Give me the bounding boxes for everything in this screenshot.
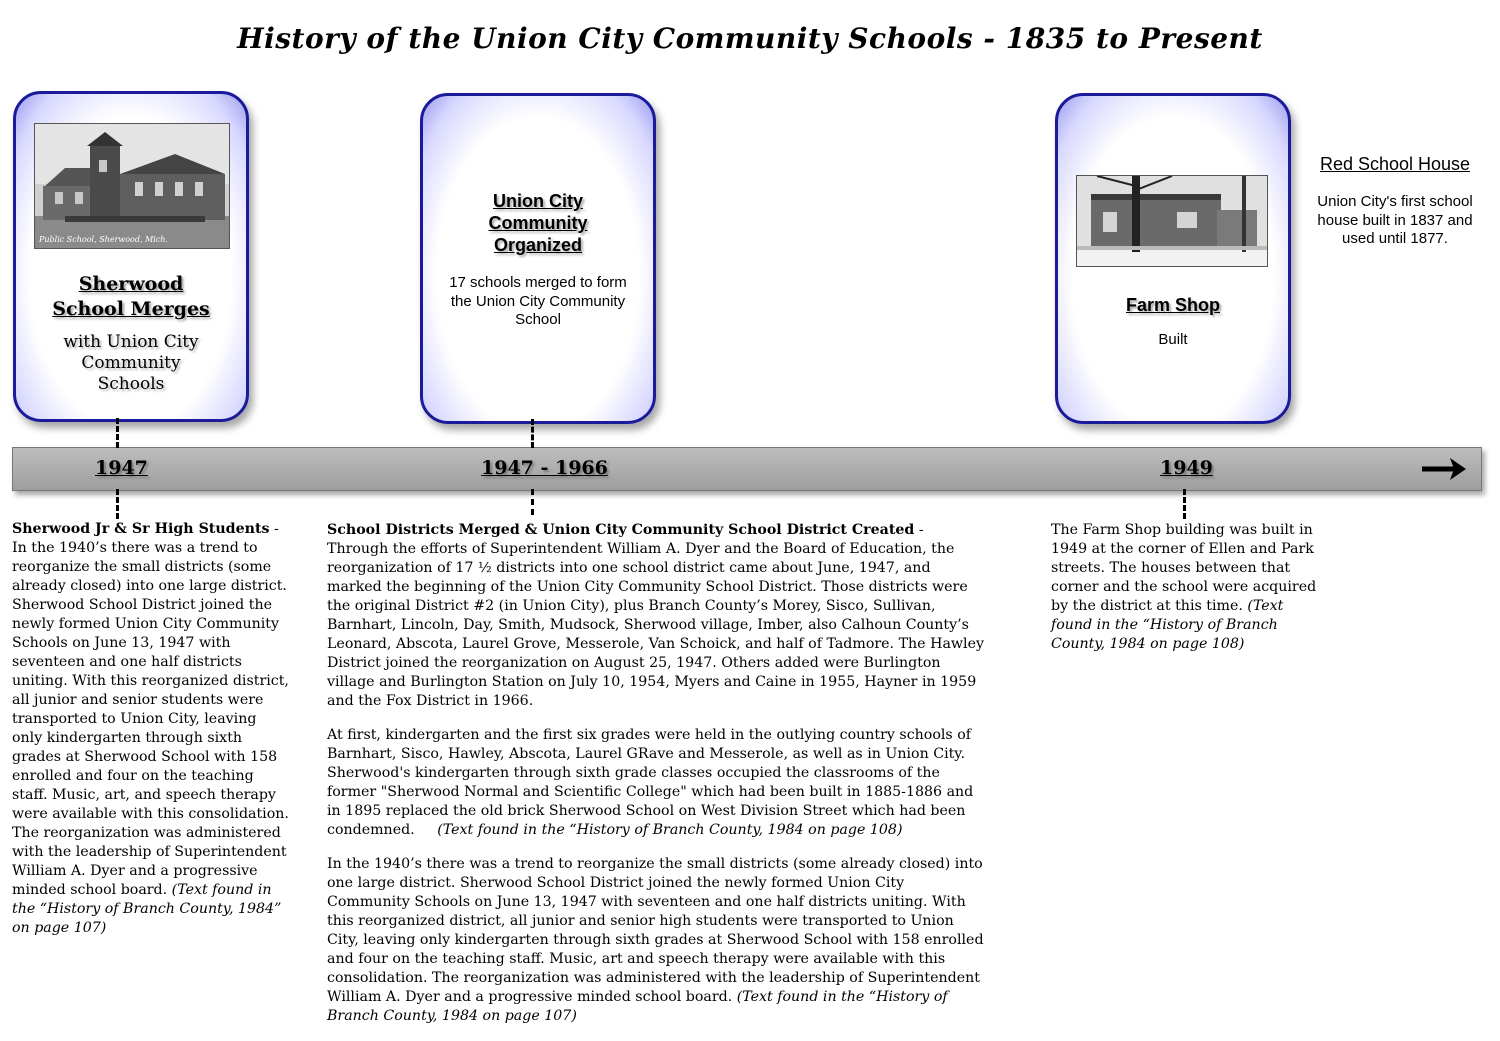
right-arrow-icon — [1420, 455, 1468, 483]
event-detail-sherwood — [12, 520, 290, 953]
detail-paragraph-2: At first, kindergarten and the first six grades were held in the outlying country schools of Barnhart, Sisco, Hawley, Abscota, Laurel GRave and Messerole, as well as in Union City. Sherwood's kindergarten through sixth grade classes occupied the classrooms of the former "Sherwood Normal and Scientific College" which had been built in 1885-1886 and in 1895 replaced the old brick Sherwood School on West Division Street which had been condemned. — [327, 727, 978, 838]
event-card-sherwood — [13, 91, 249, 422]
detail-paragraph-1: - Through the efforts of Superintendent William A. Dyer and the Board of Education, the reorganization of 17 ½ districts into one school district came about June, 1947, and marked the beginning of the Union City Community School District. Those districts were the original District #2 (in Union City), plus Branch County’s Morey, Sisco, Sullivan, Barnhart, Lincoln, Day, Smith, Mudsock, Sherwood village, Imber, also Calhoun County’s Leonard, Abscota, Laurel Grove, Messerole, Van Schoick, and half of Tadmore. The Hawley District joined the reorganization on August 25, 1947. Others added were Burlington village and Burlington Station on July 10, 1954, Myers and Caine in 1955, Hayner in 1959 and the Fox District in 1966. — [327, 522, 985, 709]
detail-text: The Farm Shop building was built in 1949 at the corner of Ellen and Park streets. The houses between that corner and the school were acquired by the district at this time. — [1051, 522, 1317, 614]
side-note-heading: Red School House — [1319, 154, 1471, 174]
timeline-connector — [116, 418, 119, 448]
event-card-union-city — [420, 93, 656, 424]
event-card-farm-shop — [1055, 93, 1291, 424]
timeline-year: 1947 - 1966 — [481, 457, 608, 479]
detail-paragraph-3: In the 1940’s there was a trend to reorganize the small districts (some already closed) into one large district. Sherwood School District joined the newly formed Union City Community Schools on June 13, 1947 with seventeen and one half districts uniting. With this reorganized district, all junior and senior high students were transported to Union City, leaving only kindergarten through sixth grades at Sherwood School with 158 enrolled and four on the teaching staff. Music, art and speech therapy were available with this consolidation. The reorganization was administered with the leadership of Superintendent William A. Dyer and a progressive minded school board. — [327, 856, 984, 1005]
photo-caption: Public School, Sherwood, Mich. — [39, 235, 168, 244]
detail-lead: School Districts Merged & Union City Community School District Created — [327, 522, 915, 538]
detail-citation: (Text found in the “History of Branch County, 1984 on page 108) — [437, 822, 903, 838]
timeline-year: 1947 — [95, 457, 148, 479]
event-heading: Farm Shop — [1125, 295, 1220, 315]
page-title: History of the Union City Community Schools - 1835 to Present — [237, 22, 1263, 55]
sherwood-school-photo — [34, 123, 230, 249]
event-detail-union-city — [327, 521, 987, 1041]
detail-citation: (Text found in the “History of Branch County, 1984 on page 107) — [327, 989, 948, 1024]
detail-citation: (Text found in the “History of Branch County, 1984 on page 108) — [1051, 598, 1284, 652]
event-subtext: 17 schools merged to form the Union City Community School — [449, 274, 627, 328]
timeline-connector — [1183, 489, 1186, 519]
event-detail-farm-shop — [1051, 521, 1326, 669]
event-subtext: Built — [1158, 331, 1188, 348]
event-heading: Sherwood School Merges — [52, 273, 210, 320]
timeline-year: 1949 — [1160, 457, 1213, 479]
timeline-connector — [531, 489, 534, 515]
timeline-bar — [12, 447, 1482, 491]
timeline-connector — [531, 419, 534, 448]
detail-text: - In the 1940’s there was a trend to reorganize the small districts (some already closed) into one large district. Sherwood School District joined the newly formed Union City Community Schools on June 13, 1947 with seventeen and one half districts uniting. With this reorganized district, all junior and senior students were transported to Union City, leaving only kindergarten through sixth grades at Sherwood School with 158 enrolled and four on the teaching staff. Music, art, and speech therapy were available with this consolidation. The reorganization was administered with the leadership of Superintendent William A. Dyer and a progressive minded school board. — [12, 521, 289, 898]
event-subtext: with Union City Community Schools — [63, 332, 199, 394]
detail-citation: (Text found in the “History of Branch County, 1984” on page 107) — [12, 882, 282, 936]
event-heading: Union City Community Organized — [488, 191, 588, 255]
timeline-connector — [116, 489, 119, 519]
farm-shop-photo — [1076, 175, 1268, 267]
detail-lead: Sherwood Jr & Sr High Students — [12, 521, 270, 537]
side-note-text: Union City's first school house built in 1837 and used until 1877. — [1317, 193, 1473, 247]
